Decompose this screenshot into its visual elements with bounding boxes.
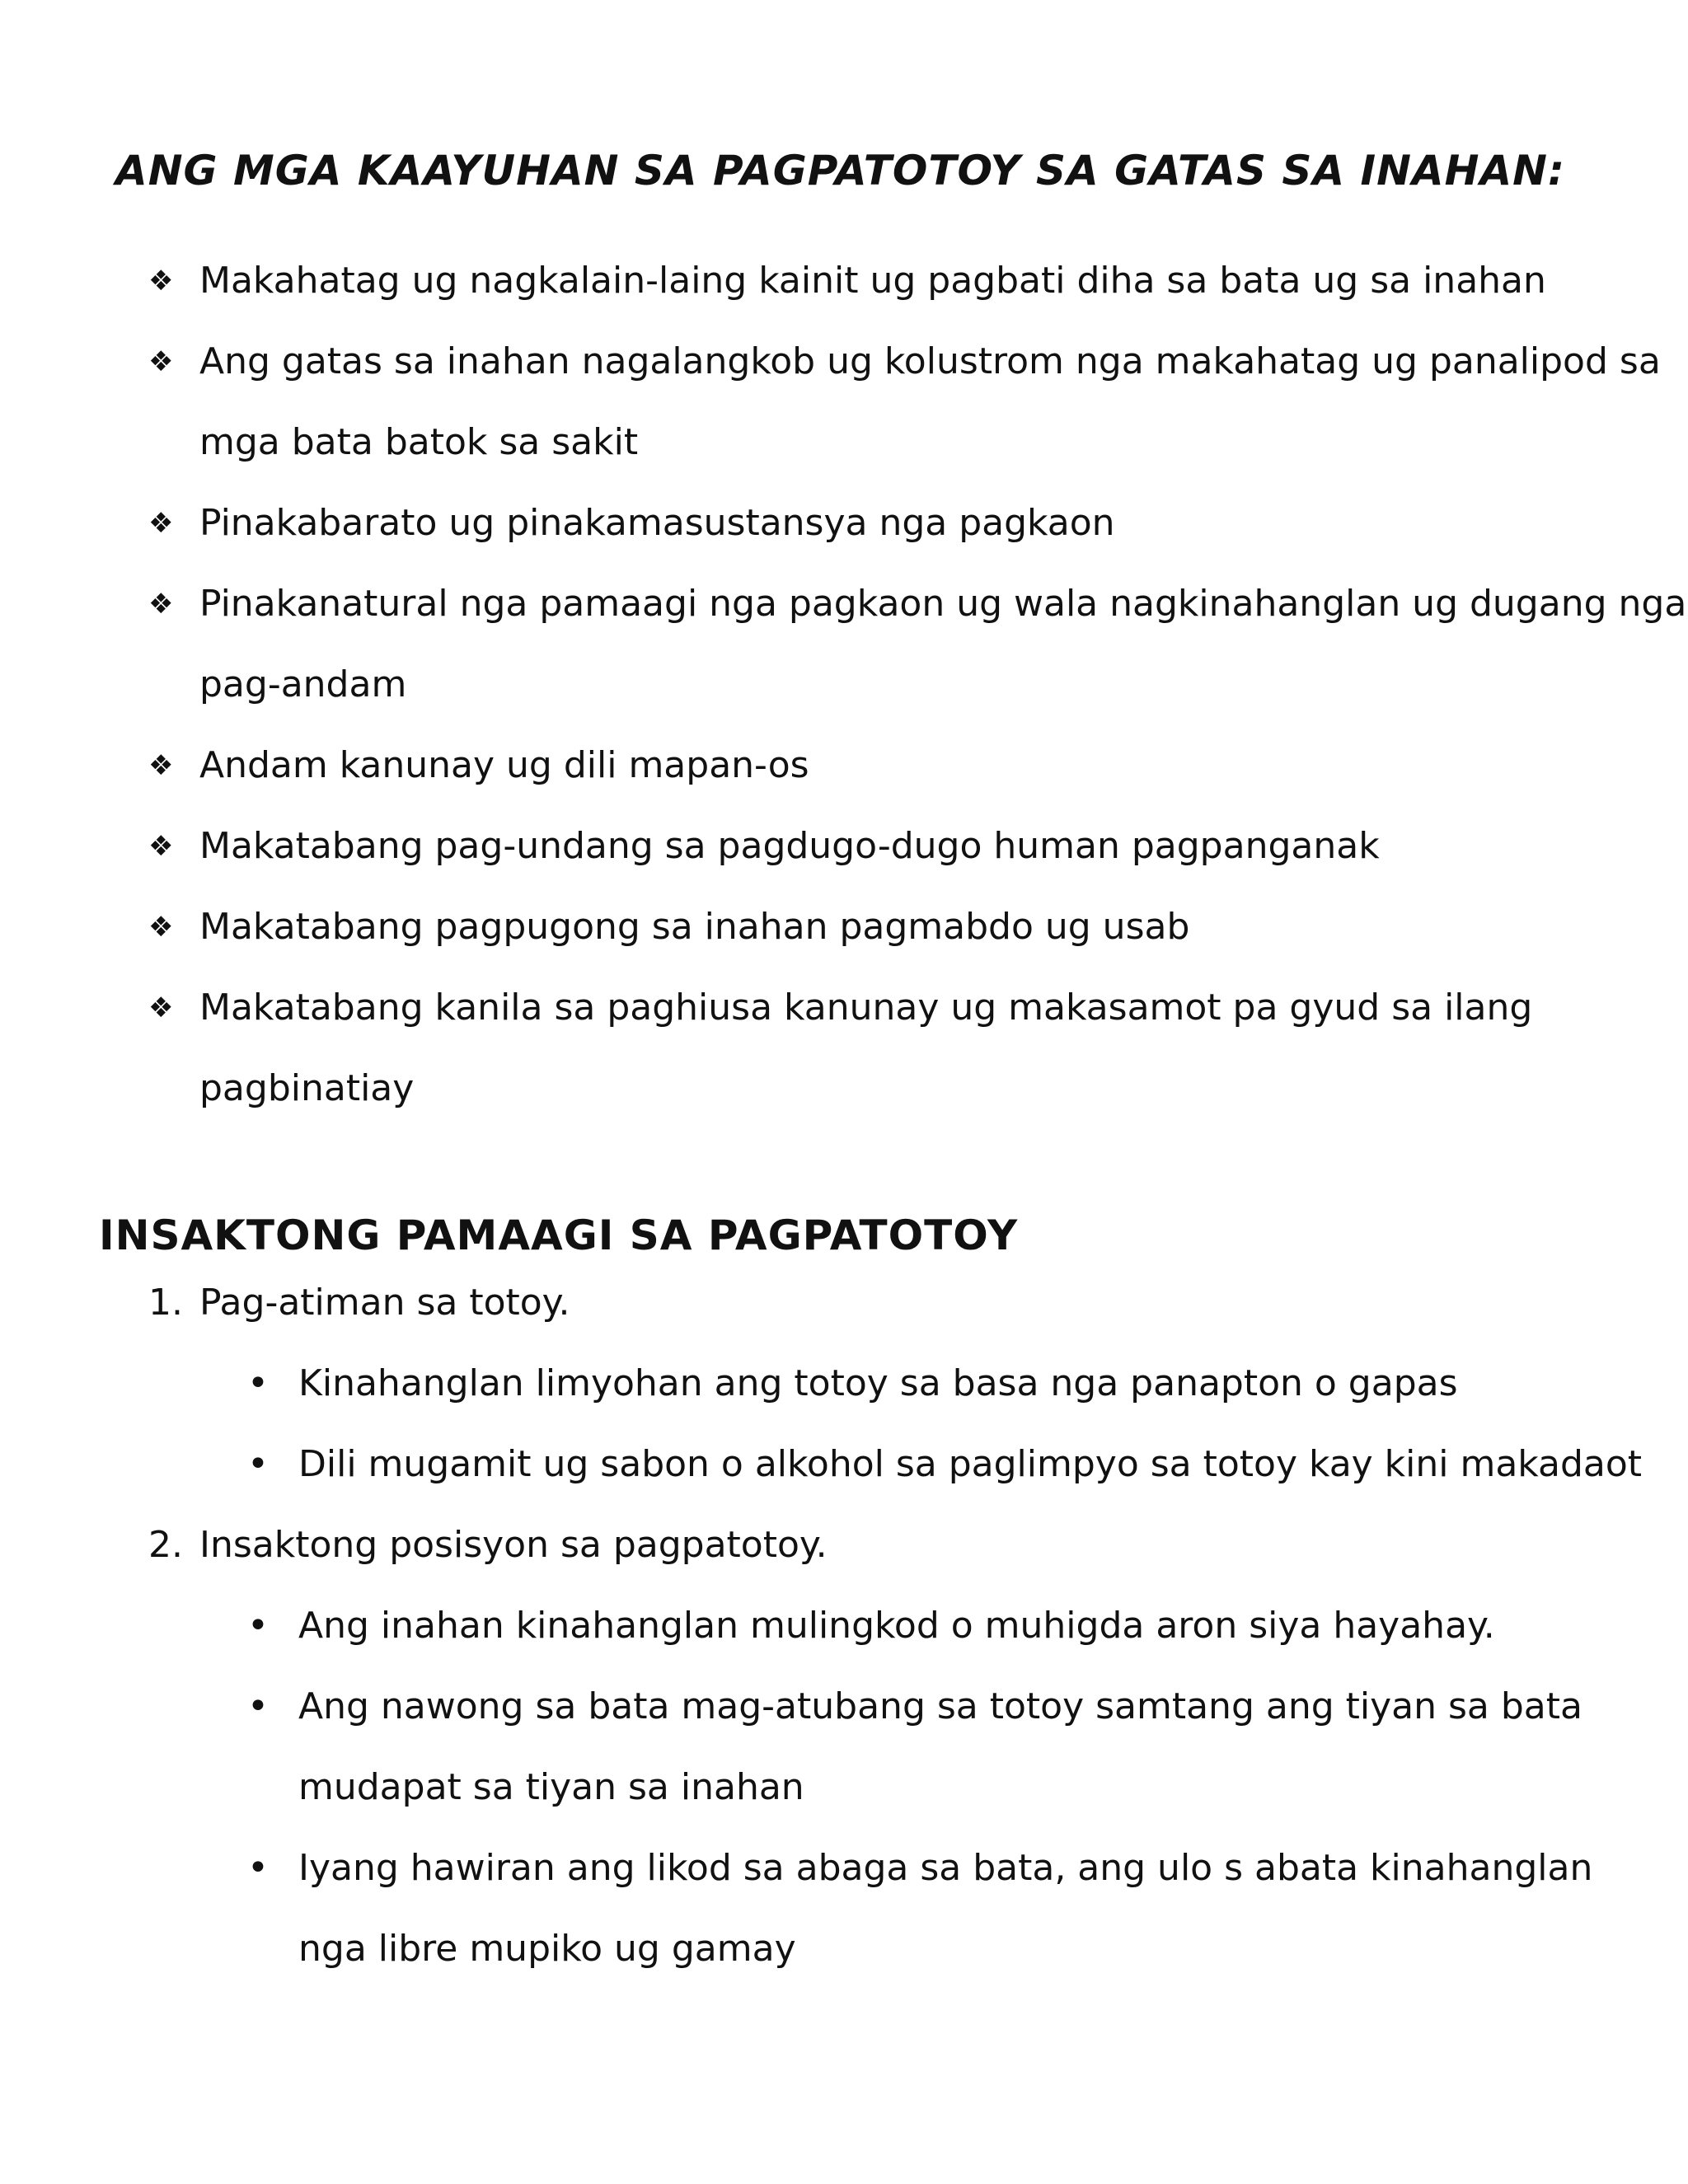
diamond-bullet-icon: ❖ <box>148 911 174 944</box>
diamond-bullet-icon: ❖ <box>148 991 174 1024</box>
step-item <box>148 1505 1599 1990</box>
list-item <box>148 1828 1599 1990</box>
item-line: Kinahanglan limyohan ang totoy sa basa nga panapton o gapas <box>298 1362 1458 1404</box>
item-line: Ang gatas sa inahan nagalangkob ug kolustrom nga makahatag ug panalipod sa <box>199 340 1661 382</box>
item-line: Andam kanunay ug dili mapan-os <box>199 744 809 786</box>
dot-bullet-icon: • <box>247 1685 269 1727</box>
step-text: Insaktong posisyon sa pagpatotoy. <box>199 1524 828 1566</box>
diamond-bullet-icon: ❖ <box>148 588 174 621</box>
item-line: Makatabang kanila sa paghiusa kanunay ug makasamot pa gyud sa ilang <box>199 987 1533 1029</box>
diamond-bullet-icon: ❖ <box>148 265 174 298</box>
diamond-bullet-icon: ❖ <box>148 507 174 540</box>
step-label <box>148 1505 1599 1586</box>
step-item <box>148 1263 1643 1505</box>
benefits-heading: ANG MGA KAAYUHAN SA PAGPATOTOY SA GATAS SA INAHAN: <box>115 147 1566 194</box>
dot-bullet-icon: • <box>247 1443 269 1485</box>
dot-bullet-icon: • <box>247 1605 269 1647</box>
list-item <box>148 241 1582 321</box>
list-item <box>148 564 1687 725</box>
step-label <box>148 1263 1599 1343</box>
diamond-bullet-icon: ❖ <box>148 345 174 378</box>
list-item <box>148 1343 1599 1424</box>
item-line: pag-andam <box>199 663 407 705</box>
item-line: mga bata batok sa sakit <box>199 421 639 463</box>
list-item <box>148 806 1582 887</box>
step-text: Pag-atiman sa totoy. <box>199 1282 570 1324</box>
item-line: Pinakabarato ug pinakamasustansya nga pagkaon <box>199 502 1115 544</box>
item-line: pagbinatiay <box>199 1067 415 1109</box>
benefits-list <box>148 241 1687 1129</box>
item-line: mudapat sa tiyan sa inahan <box>298 1766 804 1808</box>
step-number: 1. <box>148 1282 183 1324</box>
dot-bullet-icon: • <box>247 1847 269 1889</box>
sub-list <box>148 1586 1599 1990</box>
item-line: Makatabang pag-undang sa pagdugo-dugo human pagpanganak <box>199 825 1380 867</box>
item-line: Makatabang pagpugong sa inahan pagmabdo ug usab <box>199 906 1190 948</box>
list-item <box>148 887 1582 968</box>
list-item <box>148 483 1582 564</box>
item-line: Ang nawong sa bata mag-atubang sa totoy samtang ang tiyan sa bata <box>298 1685 1582 1727</box>
item-line: Makahatag ug nagkalain-laing kainit ug pagbati diha sa bata ug sa inahan <box>199 260 1546 302</box>
item-line: Dili mugamit ug sabon o alkohol sa paglimpyo sa totoy kay kini makadaot <box>298 1443 1643 1485</box>
list-item <box>148 1586 1599 1666</box>
sub-list <box>148 1343 1643 1505</box>
list-item <box>148 1424 1643 1505</box>
list-item <box>148 1666 1599 1828</box>
item-line: Ang inahan kinahanglan mulingkod o muhigda aron siya hayahay. <box>298 1605 1495 1647</box>
list-item <box>148 968 1582 1129</box>
list-item <box>148 725 1582 806</box>
item-line: nga libre mupiko ug gamay <box>298 1928 796 1970</box>
diamond-bullet-icon: ❖ <box>148 830 174 863</box>
list-item <box>148 321 1661 483</box>
step-number: 2. <box>148 1524 183 1566</box>
item-line: Iyang hawiran ang likod sa abaga sa bata, ang ulo s abata kinahanglan <box>298 1847 1593 1889</box>
dot-bullet-icon: • <box>247 1362 269 1404</box>
item-line: Pinakanatural nga pamaagi nga pagkaon ug wala nagkinahanglan ug dugang nga <box>199 583 1687 625</box>
steps-list <box>148 1263 1643 1990</box>
diamond-bullet-icon: ❖ <box>148 749 174 782</box>
steps-heading: INSAKTONG PAMAAGI SA PAGPATOTOY <box>99 1212 1019 1259</box>
